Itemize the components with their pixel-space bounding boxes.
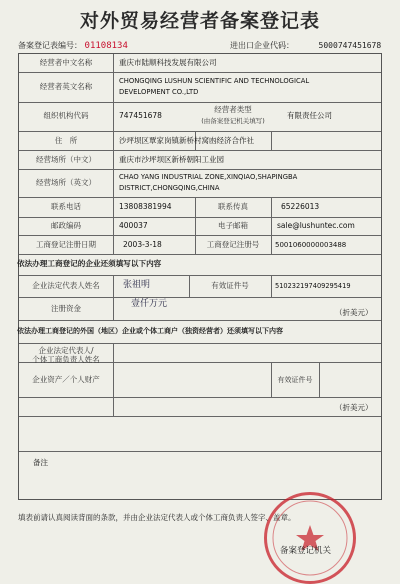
capital-unit: （折美元）: [335, 308, 373, 317]
legal-rep-value: 张祖明: [123, 280, 151, 290]
address-value: 沙坪坝区覃家岗镇新桥村窝凼经济合作社: [119, 136, 254, 145]
reg-no-label: 备案登记表编号：: [18, 41, 82, 50]
cn-name-label: 经营者中文名称: [39, 58, 93, 67]
cn-name-value: 重庆市陆顺科技发展有限公司: [119, 58, 217, 67]
form-title: 对外贸易经营者备案登记表: [79, 10, 320, 32]
form-table: [18, 53, 382, 500]
email-label: 电子邮箱: [218, 221, 248, 230]
import-export-code-line: [230, 40, 381, 51]
email-value: sale@lushuntec.com: [277, 221, 355, 230]
premises-en-label: 经营场所（英文）: [36, 178, 96, 187]
en-name-label: 经营者英文名称: [39, 82, 93, 91]
legal-rep-label: 企业法定代表人姓名: [32, 281, 100, 290]
biz-reg-no-value: 5001060000003488: [275, 241, 347, 249]
footer-note: 填表前请认真阅读背面的条款，并由企业法定代表人或个体工商负责人签字、盖章。: [18, 513, 296, 522]
section2-heading: 依法办理工商登记的外国（地区）企业或个体工商户（独资经营者）还须填写以下内容: [17, 327, 283, 335]
foreign-rep-label-line2: 个体工商负责人姓名: [32, 355, 100, 364]
en-name-line1: CHONGQING LUSHUN SCIENTIFIC AND TECHNOLOGICAL: [119, 77, 310, 85]
premises-en-line2: DISTRICT,CHONGQING,CHINA: [119, 184, 220, 192]
fax-value: 65226013: [281, 202, 320, 211]
fax-label: 联系传真: [218, 202, 248, 211]
phone-value: 13808381994: [119, 202, 172, 211]
postcode-label: 邮政编码: [51, 221, 81, 230]
biz-reg-no-label: 工商登记注册号: [206, 240, 260, 249]
import-export-code-label: 进出口企业代码：: [230, 41, 294, 50]
org-code-label: 组织机构代码: [43, 111, 89, 120]
section1-heading: 依法办理工商登记的企业还须填写以下内容: [17, 259, 162, 268]
en-name-line2: DEVELOPMENT CO.,LTD: [119, 88, 199, 96]
assets-unit: （折美元）: [335, 403, 373, 412]
capital-label: 注册资金: [51, 304, 81, 313]
reg-date-label: 工商登记注册日期: [36, 240, 96, 249]
premises-en-line1: CHAO YANG INDUSTRIAL ZONE,XINQIAO,SHAPINGBA: [119, 173, 298, 181]
id-value: 510232197409295419: [275, 282, 351, 290]
capital-value: 壹仟万元: [131, 299, 168, 309]
id-label: 有效证件号: [211, 281, 249, 290]
reg-date-value: 2003-3-18: [123, 240, 162, 249]
official-seal: [264, 492, 356, 584]
premises-cn-value: 重庆市沙坪坝区新桥朝阳工业园: [119, 155, 224, 164]
foreign-id-label: 有效证件号: [277, 376, 313, 384]
remark-label: 备注: [33, 458, 48, 467]
type-label-line2: (由备案登记机关填写): [201, 117, 265, 125]
import-export-code-value: 5000747451678: [318, 41, 382, 50]
org-code-value: 747451678: [119, 111, 162, 120]
premises-cn-label: 经营场所（中文）: [36, 155, 96, 164]
reg-no-line: [18, 40, 128, 51]
seal-star-icon: [267, 495, 353, 581]
type-value: 有限责任公司: [287, 111, 332, 120]
address-label: 住 所: [54, 136, 78, 145]
postcode-value: 400037: [119, 221, 148, 230]
reg-no-value: 01108134: [84, 41, 128, 51]
type-label-line1: 经营者类型: [214, 105, 252, 114]
foreign-rep-label-line1: 企业法定代表人/: [38, 346, 94, 355]
phone-label: 联系电话: [51, 202, 81, 211]
assets-label: 企业资产／个人财产: [32, 375, 100, 384]
registration-authority: 备案登记机关: [280, 546, 332, 556]
